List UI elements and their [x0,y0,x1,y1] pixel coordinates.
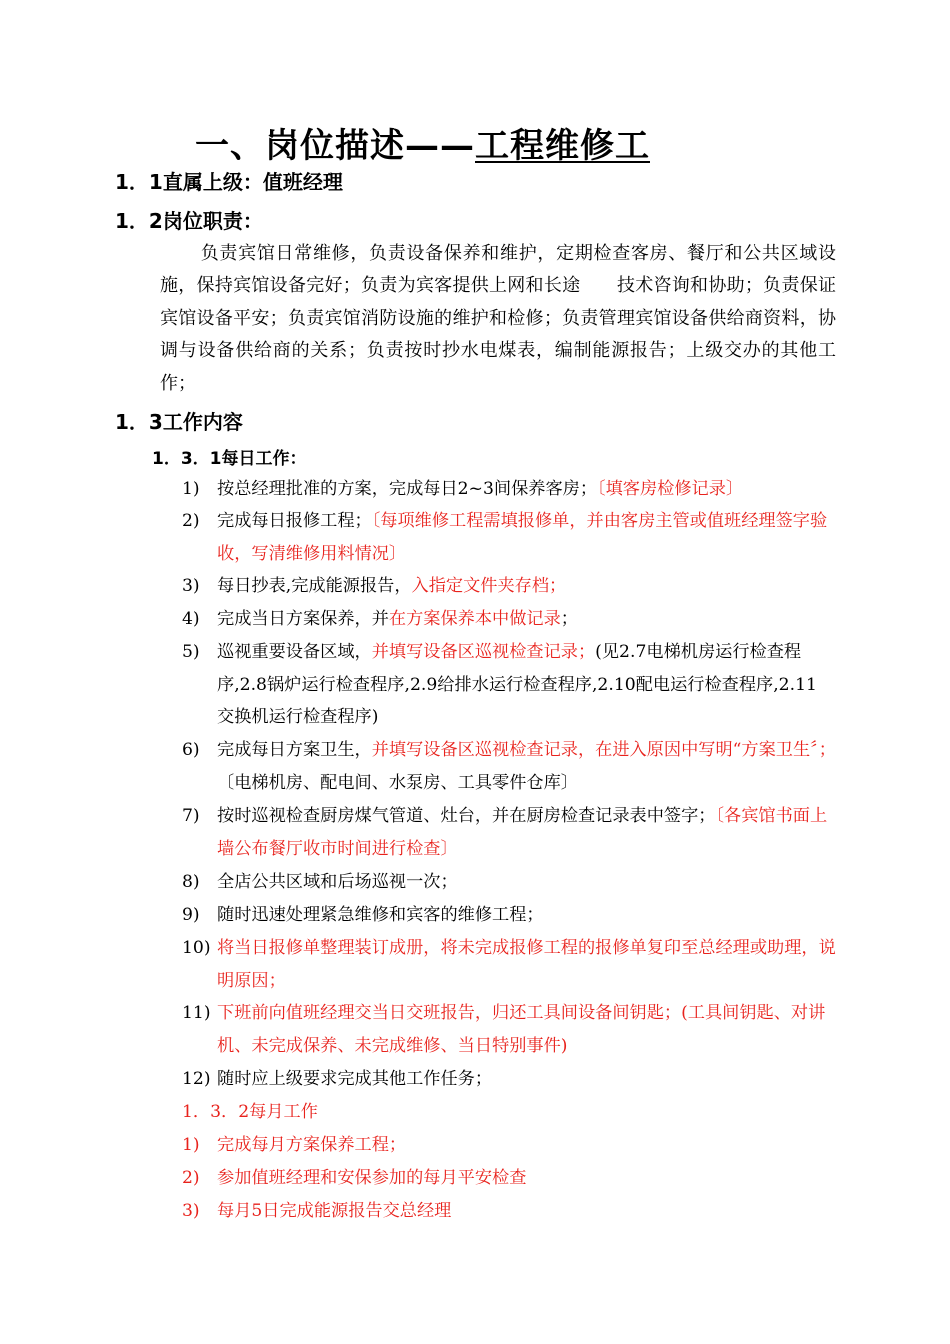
daily-item: 12) 随时应上级要求完成其他工作任务； [182,1069,493,1089]
daily-item: 2) 完成每日报修工程；〔每项维修工程需填报修单，并由客房主管或值班经理签字验收，写清维修用料情况〕 [182,511,828,564]
section-daily-heading: 1．3．1每日工作： [152,449,307,469]
title-role: 工程维修工 [475,126,650,166]
section-supervisor: 1．1直属上级：值班经理 [115,170,343,194]
daily-item: 3) 每日抄表,完成能源报告，入指定文件夹存档； [182,576,567,596]
title-prefix: 一、岗位描述—— [195,126,475,166]
monthly-item: 2) 参加值班经理和安保参加的每月平安检查 [182,1168,527,1188]
daily-item: 5) 巡视重要设备区域，并填写设备区巡视检查记录；(见2.7电梯机房运行检查程序,2.8锅炉运行检查程序,2.9给排水运行检查程序,2.10配电运行检查程序,2.11 交换机运行检查程序) [182,642,852,727]
daily-item: 10) 将当日报修单整理装订成册，将未完成报修工程的报修单复印至总经理或助理，说明原因； [182,938,836,991]
daily-item: 9) 随时迅速处理紧急维修和宾客的维修工程； [182,905,544,925]
monthly-item: 1) 完成每月方案保养工程； [182,1135,407,1155]
section-duties-heading: 1．2岗位职责： [115,209,263,233]
monthly-item: 3) 每月5日完成能源报告交总经理 [182,1201,452,1221]
section-work-content: 1．3工作内容 [115,410,243,434]
section-monthly-heading: 1．3．2每月工作 [182,1102,318,1122]
daily-item: 8) 全店公共区域和后场巡视一次； [182,872,458,892]
daily-item: 4) 完成当日方案保养，并在方案保养本中做记录； [182,609,578,629]
duties-paragraph: 负责宾馆日常维修，负责设备保养和维护，定期检查客房、餐厅和公共区域设施，保持宾馆设备完好；负责为宾客提供上网和长途 技术咨询和协助；负责保证宾馆设备平安；负责宾馆消防设施的维护和检修；负责管理宾馆设备供给商资料，协调与设备供给商的关系；负责按时抄水电煤表，编制能源报告；上级交办的其他工作； [160,243,836,394]
page-title [195,118,650,167]
daily-item: 7) 按时巡视检查厨房煤气管道、灶台，并在厨房检查记录表中签字；〔各宾馆书面上墙公布餐厅收市时间进行检查〕 [182,806,828,859]
daily-item: 1) 按总经理批准的方案，完成每日2~3间保养客房；〔填客房检修记录〕 [182,479,744,499]
daily-item: 6) 完成每日方案卫生，并填写设备区巡视检查记录，在进入原因中写明“方案卫生〞；〔电梯机房、配电间、水泵房、工具零件仓库〕 [182,740,836,793]
daily-item: 11) 下班前向值班经理交当日交班报告，归还工具间设备间钥匙；(工具间钥匙、对讲机、未完成保养、未完成维修、当日特别事件) [182,1003,826,1056]
